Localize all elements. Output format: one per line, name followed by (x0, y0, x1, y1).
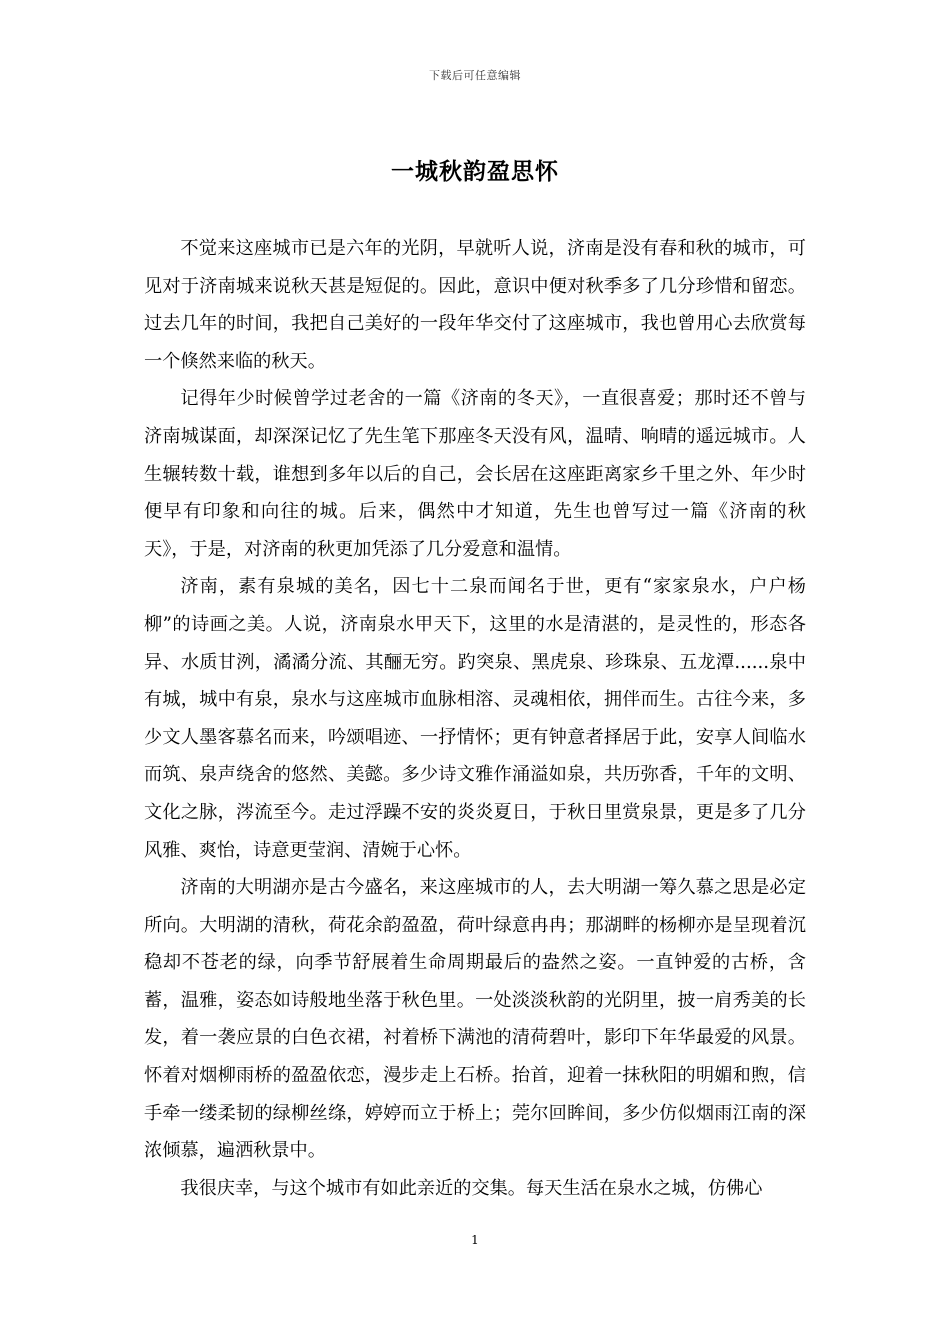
paragraph: 济南的大明湖亦是古今盛名，来这座城市的人，去大明湖一筹久慕之思是必定所向。大明湖的清秋，荷花余韵盈盈，荷叶绿意冉冉；那湖畔的杨柳亦是呈现着沉稳却不苍老的绿，向季节舒展着生命周期最后的盎然之姿。一直钟爱的古桥，含蓄，温雅，姿态如诗般地坐落于秋色里。一处淡淡秋韵的光阴里，披一肩秀美的长发，着一袭应景的白色衣裙，衬着桥下满池的清荷碧叶，影印下年华最爱的风景。怀着对烟柳雨桥的盈盈依恋，漫步走上石桥。抬首，迎着一抹秋阳的明媚和煦，信手牵一缕柔韧的绿柳丝绦，婷婷而立于桥上；莞尔回眸间，多少仿似烟雨江南的深浓倾慕，遍洒秋景中。 (144, 877, 806, 1162)
document-body (144, 230, 806, 1207)
paragraph: 不觉来这座城市已是六年的光阴，早就听人说，济南是没有春和秋的城市，可见对于济南城来说秋天甚是短促的。因此，意识中便对秋季多了几分珍惜和留恋。过去几年的时间，我把自己美好的一段年华交付了这座城市，我也曾用心去欣赏每一个倏然来临的秋天。 (144, 238, 806, 372)
page-header: 下载后可任意编辑 (429, 69, 521, 82)
page-number: 1 (471, 1233, 479, 1247)
paragraph: 济南，素有泉城的美名，因七十二泉而闻名于世，更有“家家泉水，户户杨柳”的诗画之美。人说，济南泉水甲天下，这里的水是清湛的，是灵性的，形态各异、水质甘洌，潏潏分流、其酾无穷。趵突泉、黑虎泉、珍珠泉、五龙潭......泉中有城，城中有泉，泉水与这座城市血脉相溶、灵魂相依，拥伴而生。古往今来，多少文人墨客慕名而来，吟颂唱迹、一抒情怀；更有钟意者择居于此，安享人间临水而筑、泉声绕舍的悠然、美懿。多少诗文雅作涌溢如泉，共历弥香，千年的文明、文化之脉，涔流至今。走过浮躁不安的炎炎夏日，于秋日里赏泉景，更是多了几分风雅、爽怡，诗意更莹润、清婉于心怀。 (144, 576, 806, 861)
document-title: 一城秋韵盈思怀 (391, 159, 559, 185)
paragraph: 我很庆幸，与这个城市有如此亲近的交集。每天生活在泉水之城，仿佛心 (180, 1177, 763, 1199)
paragraph: 记得年少时候曾学过老舍的一篇《济南的冬天》，一直很喜爱；那时还不曾与济南城谋面，却深深记忆了先生笔下那座冬天没有风，温晴、响晴的遥远城市。人生辗转数十载，谁想到多年以后的自己，会长居在这座距离家乡千里之外、年少时便早有印象和向往的城。后来，偶然中才知道，先生也曾写过一篇《济南的秋天》，于是，对济南的秋更加凭添了几分爱意和温情。 (144, 388, 806, 560)
